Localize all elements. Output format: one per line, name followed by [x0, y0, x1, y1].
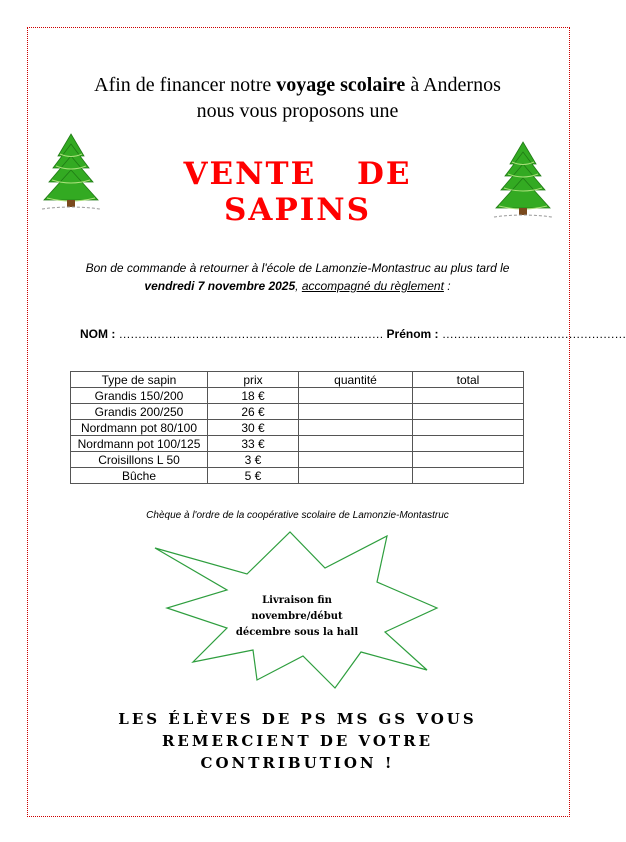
table-row — [71, 468, 524, 484]
tree-price: 30 € — [208, 420, 299, 436]
nom-label: NOM : — [80, 327, 116, 341]
table-header-row — [71, 372, 524, 388]
delivery-note — [222, 593, 372, 641]
tree-price: 5 € — [208, 468, 299, 484]
header-type: Type de sapin — [71, 372, 208, 388]
tree-type: Nordmann pot 80/100 — [71, 420, 208, 436]
quantity-cell[interactable] — [299, 420, 413, 436]
thanks-line-1: LES ÉLÈVES DE PS MS GS VOUS — [118, 710, 477, 728]
payment-note: accompagné du règlement — [301, 279, 444, 293]
thanks-line-3: CONTRIBUTION ! — [200, 754, 395, 772]
tree-type: Bûche — [71, 468, 208, 484]
total-cell[interactable] — [413, 468, 524, 484]
tree-type: Grandis 150/200 — [71, 388, 208, 404]
thanks-message — [95, 708, 500, 774]
tree-price: 33 € — [208, 436, 299, 452]
prenom-label: Prénom : — [386, 327, 439, 341]
header-price: prix — [208, 372, 299, 388]
prenom-field[interactable]: ………………………………………… — [441, 327, 626, 341]
table-row — [71, 404, 524, 420]
table-row — [71, 452, 524, 468]
table-row — [71, 420, 524, 436]
quantity-cell[interactable] — [299, 388, 413, 404]
header-quantity: quantité — [299, 372, 413, 388]
tree-type: Croisillons L 50 — [71, 452, 208, 468]
cheque-note: Chèque à l'ordre de la coopérative scolaire de Lamonzie-Montastruc — [146, 510, 449, 521]
tree-price: 3 € — [208, 452, 299, 468]
name-form-line — [80, 327, 626, 341]
delivery-line-1: Livraison fin novembre/début — [251, 595, 343, 622]
quantity-cell[interactable] — [299, 436, 413, 452]
intro-line-1: Afin de financer notre voyage scolaire à Andernos — [94, 74, 501, 96]
intro-highlight: voyage scolaire — [276, 74, 406, 96]
header-total: total — [413, 372, 524, 388]
order-instructions-line-2: vendredi 7 novembre 2025, accompagné du règlement : — [144, 279, 451, 293]
tree-type: Nordmann pot 100/125 — [71, 436, 208, 452]
table-row — [71, 388, 524, 404]
order-instructions — [60, 259, 535, 295]
total-cell[interactable] — [413, 404, 524, 420]
nom-field[interactable]: …………………………………………………………… — [118, 327, 384, 341]
total-cell[interactable] — [413, 420, 524, 436]
tree-type: Grandis 200/250 — [71, 404, 208, 420]
table-row — [71, 436, 524, 452]
order-instructions-line-1: Bon de commande à retourner à l'école de Lamonzie-Montastruc au plus tard le — [85, 261, 510, 275]
main-title: VENTE DE SAPINS — [183, 156, 412, 228]
tree-price: 18 € — [208, 388, 299, 404]
quantity-cell[interactable] — [299, 452, 413, 468]
delivery-line-2: décembre sous la hall — [235, 627, 359, 638]
order-table — [70, 371, 524, 484]
intro-line-2: nous vous proposons une — [196, 100, 399, 122]
total-cell[interactable] — [413, 388, 524, 404]
tree-price: 26 € — [208, 404, 299, 420]
quantity-cell[interactable] — [299, 468, 413, 484]
total-cell[interactable] — [413, 452, 524, 468]
total-cell[interactable] — [413, 436, 524, 452]
christmas-tree-icon — [40, 132, 102, 216]
christmas-tree-icon — [492, 140, 554, 224]
thanks-line-2: REMERCIENT DE VOTRE — [161, 732, 434, 750]
quantity-cell[interactable] — [299, 404, 413, 420]
deadline-date: vendredi 7 novembre 2025 — [144, 279, 296, 293]
